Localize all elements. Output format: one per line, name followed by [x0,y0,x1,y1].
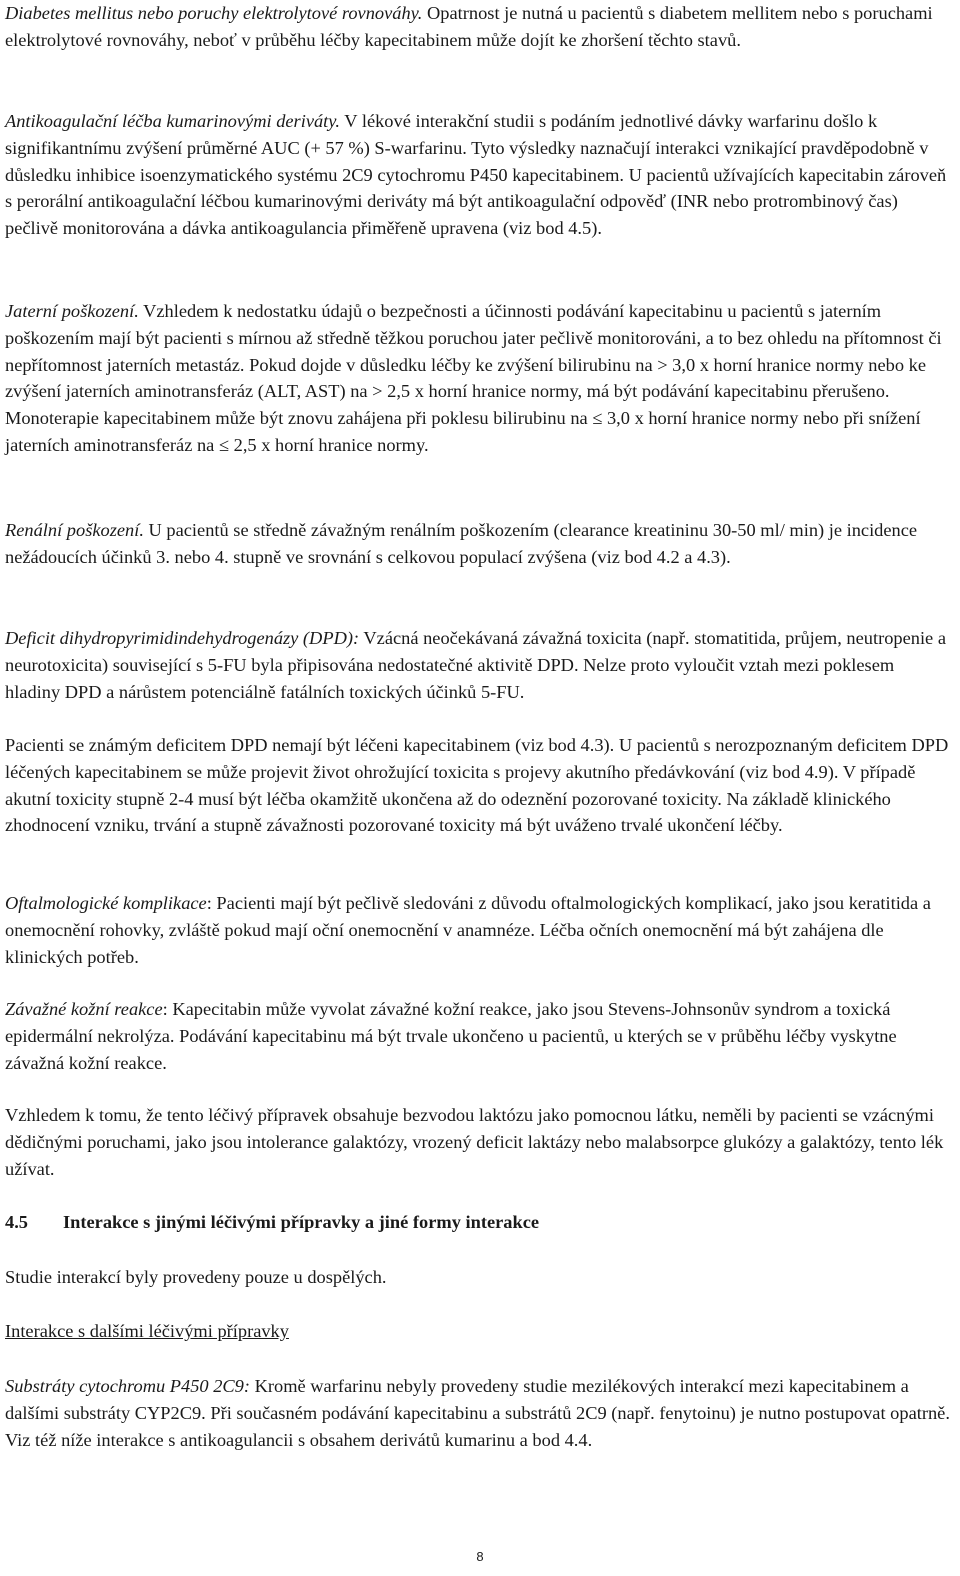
paragraph-cyp2c9 [5,1373,950,1453]
paragraph-label: Renální poškození. [5,520,144,540]
paragraph-label: Diabetes mellitus nebo poruchy elektrolytové rovnováhy. [5,3,423,23]
paragraph-label: Jaterní poškození. [5,301,139,321]
section-title: Interakce s jinými léčivými přípravky a jiné formy interakce [63,1212,540,1232]
paragraph-text: Pacienti se známým deficitem DPD nemají být léčeni kapecitabinem (viz bod 4.3). U pacientů s nerozpoznaným deficitem DPD léčených kapecitabinem se může projevit život ohrožující toxicita s projevy akutního předávkování (viz bod 4.9). V případě akutní toxicity stupně 2-4 musí být léčba okamžitě ukončena až do odeznění pozorované toxicity. Na základě klinického zhodnocení vzniku, trvání a stupně závažnosti pozorované toxicity má být uváženo trvalé ukončení léčby. [5,735,949,836]
paragraph-hepatic-impairment [5,298,950,459]
paragraph-label: Závažné kožní reakce [5,999,163,1019]
paragraph-renal-impairment [5,517,950,571]
paragraph-studies-adults [5,1264,950,1291]
paragraph-text: Vzácná neočekávaná závažná toxicita (např. stomatitida, průjem, neutropenie a neurotoxicita) související s 5-FU byla připisována nedostatečné aktivitě DPD. Nelze proto vyloučit vztah mezi poklesem hladiny DPD a nárůstem potenciálně fatálních toxických účinků 5-FU. [5,628,946,702]
paragraph-label: Deficit dihydropyrimidindehydrogenázy (DPD): [5,628,360,648]
paragraph-text: Kromě warfarinu nebyly provedeny studie mezilékových interakcí mezi kapecitabinem a dalšími substráty CYP2C9. Při současném podávání kapecitabinu a substrátů 2C9 (např. fenytoinu) je nutno postupovat opatrně. Viz též níže interakce s antikoagulancii s obsahem derivátů kumarinu a bod 4.4. [5,1376,950,1450]
paragraph-text: U pacientů se středně závažným renálním poškozením (clearance kreatininu 30-50 ml/ min) je incidence nežádoucích účinků 3. nebo 4. stupně ve srovnání s celkovou populací zvýšena (viz bod 4.2 a 4.3). [5,520,918,567]
paragraph-text: : Pacienti mají být pečlivě sledováni z důvodu oftalmologických komplikací, jako jsou keratitida a onemocnění rohovky, zvláště pokud mají oční onemocnění v anamnéze. Léčba očních onemocnění má být zahájena dle klinických potřeb. [5,893,931,967]
paragraph-anticoagulation [5,108,950,242]
paragraph-label: Antikoagulační léčba kumarinovými deriváty. [5,111,341,131]
paragraph-text: Studie interakcí byly provedeny pouze u dospělých. [5,1267,387,1287]
paragraph-label: Substráty cytochromu P450 2C9: [5,1376,251,1396]
paragraph-text: Vzhledem k nedostatku údajů o bezpečnosti a účinnosti podávání kapecitabinu u pacientů s jaterním poškozením mají být pacienti s mírnou až středně těžkou poruchou jater pečlivě monitorováni, a to bez ohledu na přítomnost či nepřítomnost jaterních metastáz. Pokud dojde v důsledku léčby ke zvýšení bilirubinu na > 3,0 x horní hranice normy nebo ke zvýšení jaterních aminotransferáz (ALT, AST) na > 2,5 x horní hranice normy, má být podávání kapecitabinu přerušeno. Monoterapie kapecitabinem může být znovu zahájena při poklesu bilirubinu na ≤ 3,0 x horní hranice normy nebo při snížení jaterních aminotransferáz na ≤ 2,5 x horní hranice normy. [5,301,942,455]
paragraph-text: Vzhledem k tomu, že tento léčivý přípravek obsahuje bezvodou laktózu jako pomocnou látku, neměli by pacienti se vzácnými dědičnými poruchami, jako jsou intolerance galaktózy, vrozený deficit laktázy nebo malabsorpce glukózy a galaktózy, tento lék užívat. [5,1105,944,1179]
page-number: 8 [476,1549,484,1564]
paragraph-dpd-deficit [5,625,950,705]
paragraph-lactose [5,1102,950,1182]
paragraph-diabetes [5,0,950,54]
paragraph-label: Oftalmologické komplikace [5,893,207,913]
paragraph-text: : Kapecitabin může vyvolat závažné kožní reakce, jako jsou Stevens-Johnsonův syndrom a toxická epidermální nekrolýza. Podávání kapecitabinu má být trvale ukončeno u pacientů, u kterých se v průběhu léčby vyskytne závažná kožní reakce. [5,999,897,1073]
paragraph-text: V lékové interakční studii s podáním jednotlivé dávky warfarinu došlo k signifikantnímu zvýšení průměrné AUC (+ 57 %) S-warfarinu. Tyto výsledky naznačují interakci vznikající pravděpodobně v důsledku inhibice isoenzymatického systému 2C9 cytochromu P450 kapecitabinem. U pacientů užívajících kapecitabin zároveň s perorální antikoagulační léčbou kumarinovými deriváty má být antikoagulační odpověď (INR nebo protrombinový čas) pečlivě monitorována a dávka antikoagulancia přiměřeně upravena (viz bod 4.5). [5,111,947,239]
subheading-interactions: Interakce s dalšími léčivými přípravky [5,1321,289,1341]
paragraph-ophthalmologic [5,890,950,970]
paragraph-dpd-patients [5,732,950,839]
section-number: 4.5 [5,1212,28,1232]
paragraph-skin-reactions [5,996,950,1076]
paragraph-text: Opatrnost je nutná u pacientů s diabetem mellitem nebo s poruchami elektrolytové rovnováhy, neboť v průběhu léčby kapecitabinem může dojít ke zhoršení těchto stavů. [5,3,933,50]
section-heading [5,1209,539,1236]
